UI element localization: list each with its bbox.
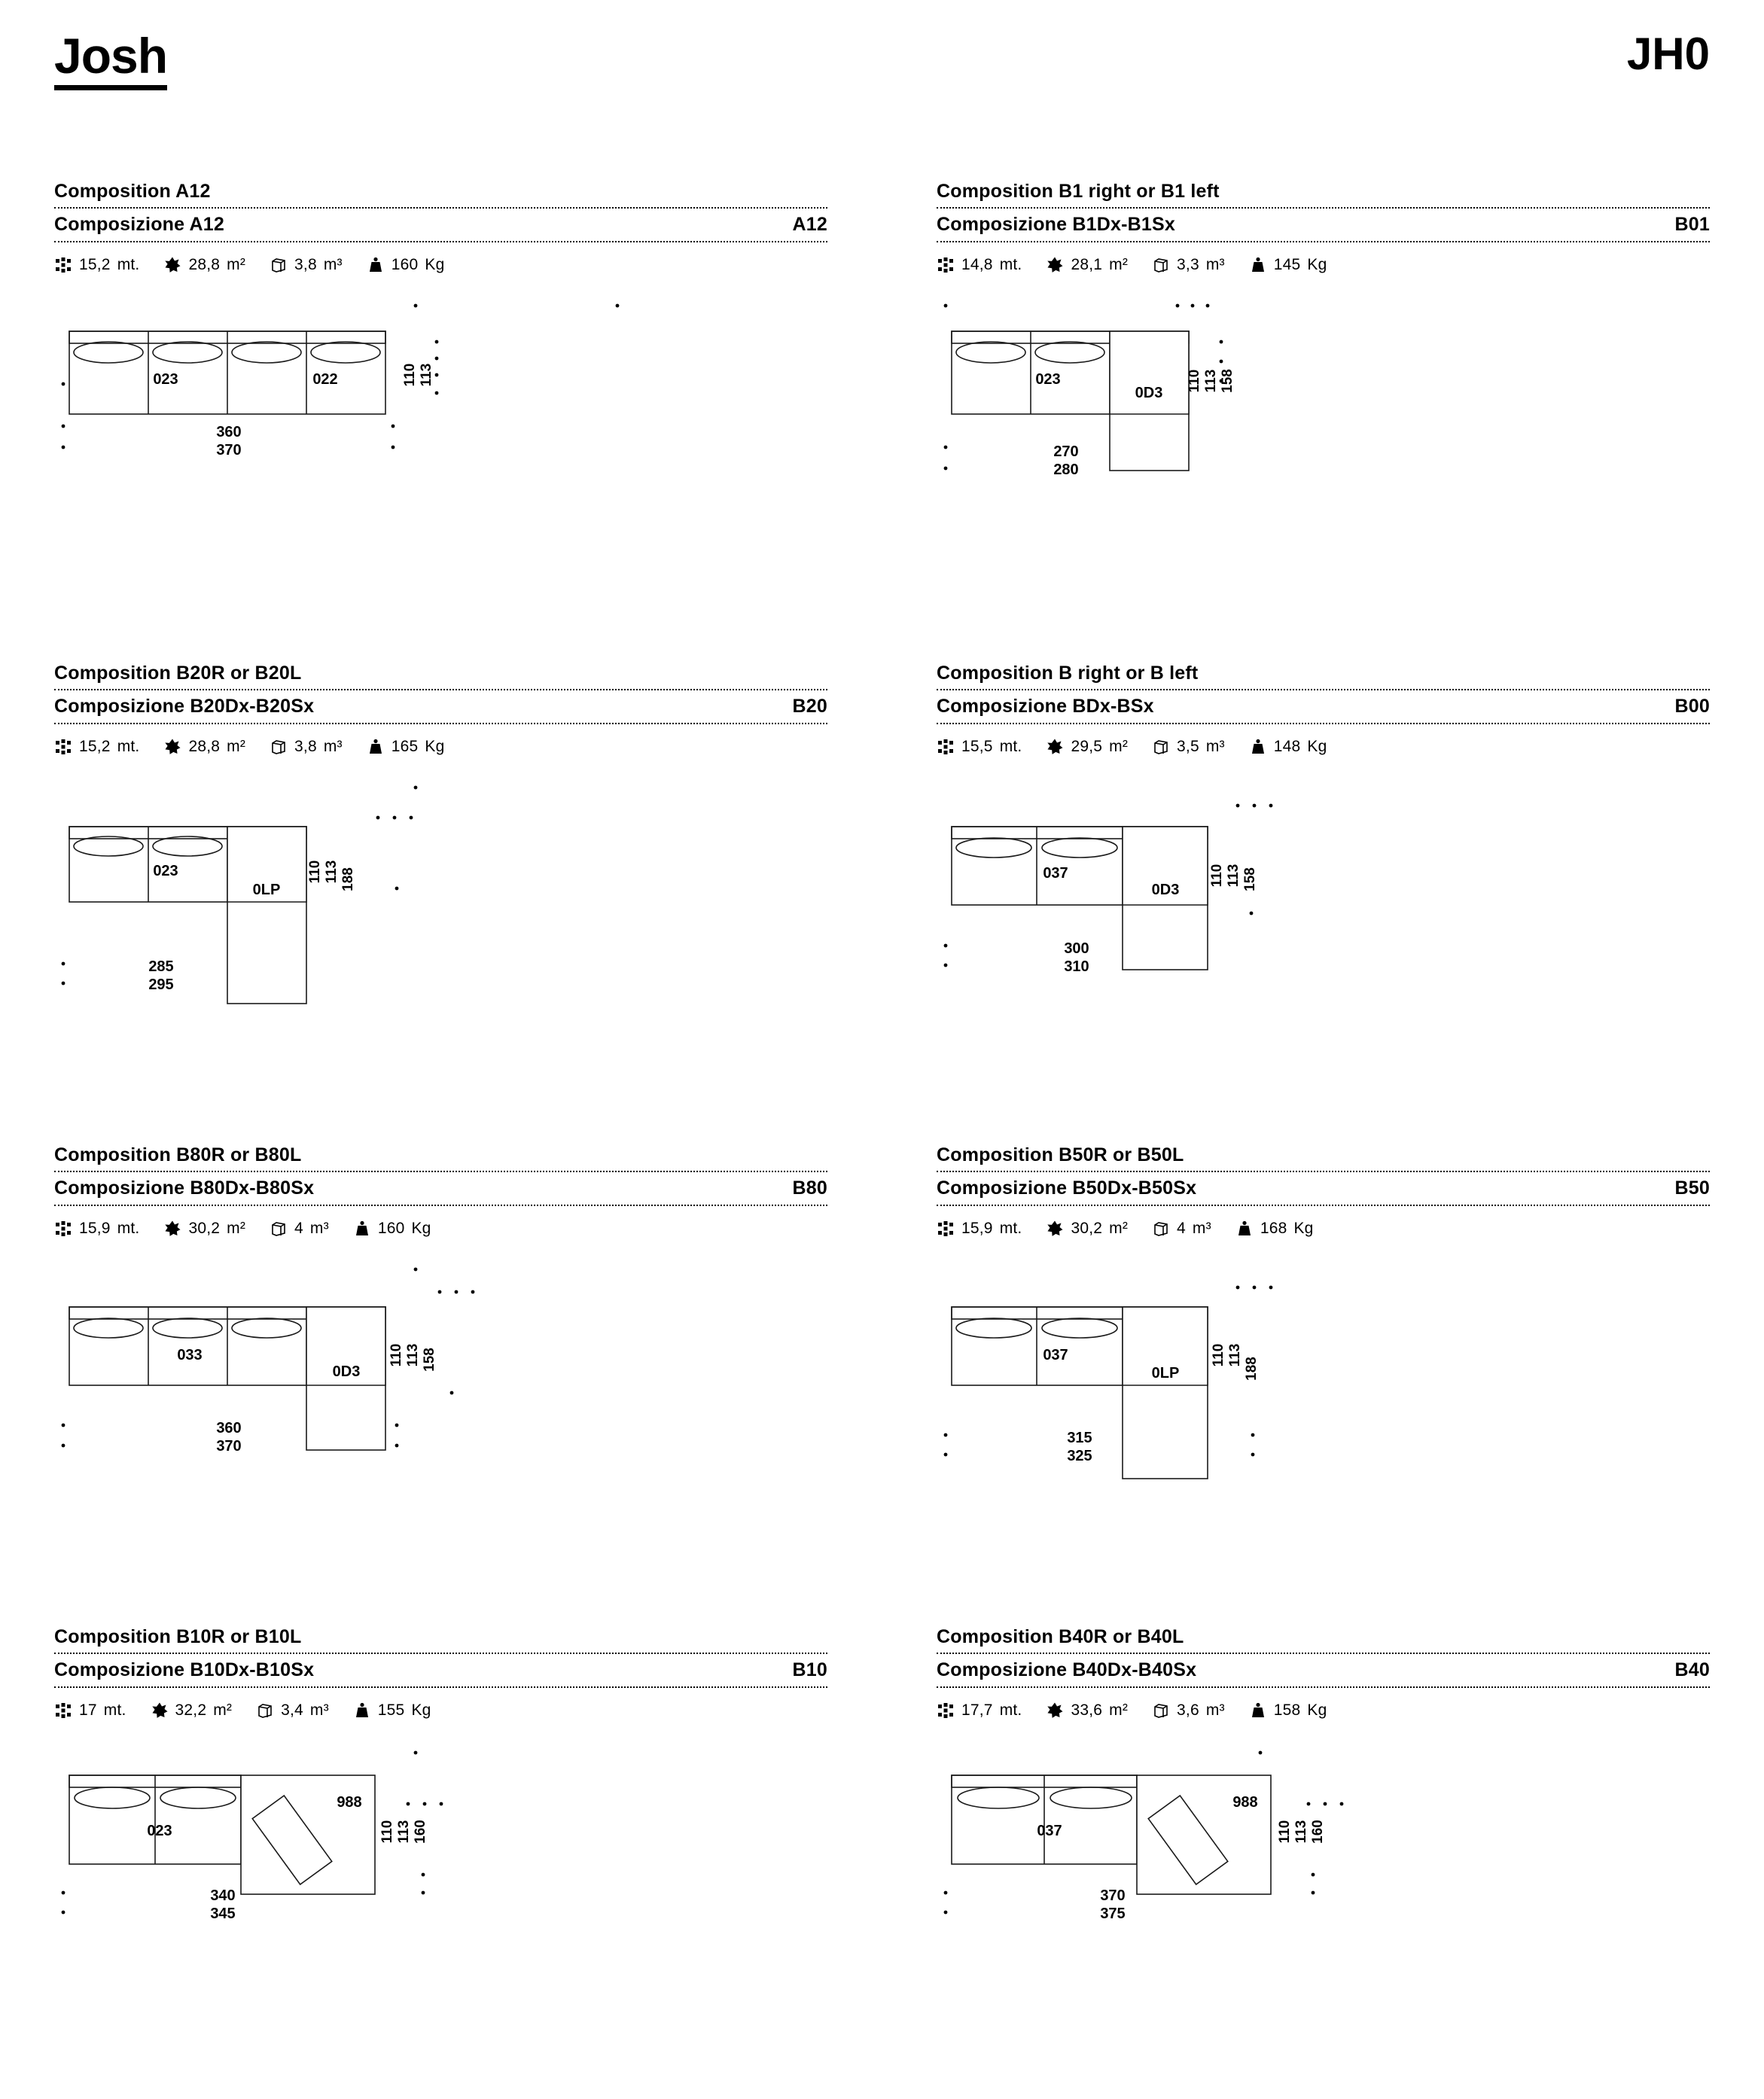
height-label: 110 [1277,1820,1293,1844]
spec-weight-value: 160 [391,256,419,274]
composition-title-it: Composizione B40Dx-B40Sx [937,1659,1197,1681]
module-label: 0LP [1151,1365,1180,1382]
spec-weight-unit: Kg [425,256,445,274]
spec-leather-value: 33,6 [1071,1701,1103,1720]
spec-volume-value: 3,5 [1177,738,1199,756]
box-volume-icon [1152,1220,1170,1238]
spec-volume-value: 3,3 [1177,256,1199,274]
composition-title-en: Composition B1 right or B1 left [937,181,1220,203]
divider [937,241,1710,242]
composition-title-it: Composizione A12 [54,214,224,236]
spec-leather [163,256,245,274]
spec-leather-value: 28,8 [188,738,221,756]
spec-fabric [54,1701,126,1720]
composition-card [54,663,827,1144]
module-label: 037 [1037,1823,1062,1840]
height-label: 110 [379,1820,395,1844]
spec-leather-value: 28,8 [188,256,221,274]
height-label: 158 [422,1348,437,1372]
height-label: 113 [1203,369,1219,393]
weight-icon [367,256,385,274]
width-label: 315 [1067,1430,1092,1447]
composition-title-row [54,1172,827,1199]
spec-volume-value: 3,4 [281,1701,303,1720]
fabric-icon [937,1701,955,1720]
spec-weight [1235,1220,1314,1238]
specs-row [54,1701,827,1720]
leather-hide-icon [163,1220,181,1238]
weight-icon [1249,256,1267,274]
box-volume-icon [256,1701,274,1720]
composition-card [937,181,1710,663]
composition-title-row [54,1654,827,1681]
fabric-icon [54,256,72,274]
module-label: 0D3 [332,1363,361,1381]
spec-fabric-unit: mt. [999,1220,1022,1238]
leather-hide-icon [1046,256,1064,274]
composition-drawing [937,300,1710,526]
composition-card [937,663,1710,1144]
spec-volume-unit: m³ [309,1701,329,1720]
spec-volume [270,1220,329,1238]
spec-weight-unit: Kg [1307,738,1327,756]
spec-fabric-value: 17,7 [961,1701,993,1720]
spec-volume [1152,256,1225,274]
leather-hide-icon [163,738,181,756]
box-volume-icon [270,738,288,756]
width-label: 285 [148,958,174,976]
spec-weight [353,1701,431,1720]
height-label: 188 [340,867,356,892]
spec-weight-unit: Kg [1307,1701,1327,1720]
composition-title-it: Composizione B50Dx-B50Sx [937,1177,1197,1199]
composition-drawing [937,1745,1710,1971]
width-label: 295 [148,976,174,994]
spec-leather-value: 28,1 [1071,256,1103,274]
module-label: 033 [177,1347,203,1364]
spec-weight-value: 158 [1273,1701,1301,1720]
spec-fabric-unit: mt. [117,738,140,756]
fabric-icon [937,738,955,756]
composition-card [937,1144,1710,1626]
module-label: 0LP [252,882,281,899]
composition-title-en: Composition B right or B left [937,663,1199,684]
composition-card [54,181,827,663]
width-label: 310 [1064,958,1089,976]
spec-volume [1152,1220,1211,1238]
specs-row [937,1220,1710,1238]
box-volume-icon [270,1220,288,1238]
box-volume-icon [1152,256,1170,274]
composition-drawing [54,781,827,1007]
spec-weight-value: 145 [1273,256,1301,274]
leather-hide-icon [1046,738,1064,756]
spec-leather [1046,1701,1128,1720]
composition-code: B50 [1674,1177,1710,1199]
height-label: 158 [1242,867,1258,892]
width-label: 370 [216,442,242,459]
composition-code: B20 [792,696,827,717]
fabric-icon [937,256,955,274]
spec-volume [270,256,343,274]
composition-title-row [937,1172,1710,1199]
width-label: 345 [210,1906,236,1923]
height-label: 158 [1220,369,1235,394]
spec-leather-unit: m² [1109,256,1129,274]
spec-volume [256,1701,329,1720]
fabric-icon [937,1220,955,1238]
composition-title-it: Composizione B20Dx-B20Sx [54,696,315,717]
box-volume-icon [270,256,288,274]
divider [937,1205,1710,1206]
module-label: 023 [153,371,178,388]
leather-hide-icon [1046,1220,1064,1238]
width-label: 360 [216,1420,242,1437]
spec-volume-unit: m³ [309,1220,329,1238]
specs-row [937,256,1710,274]
spec-weight [1249,738,1327,756]
module-label: 023 [1035,371,1061,388]
document-code: JH0 [1626,29,1710,79]
module-label: 023 [147,1823,172,1840]
spec-fabric [54,738,139,756]
spec-volume-unit: m³ [323,738,343,756]
width-label: 370 [216,1438,242,1455]
divider [937,1686,1710,1688]
spec-leather-unit: m² [227,1220,246,1238]
height-label: 160 [413,1820,428,1845]
composition-code: B80 [792,1177,827,1199]
composition-title-en: Composition B40R or B40L [937,1626,1184,1648]
weight-icon [353,1701,371,1720]
spec-fabric-value: 15,9 [961,1220,993,1238]
spec-leather [1046,256,1128,274]
width-label: 370 [1100,1887,1126,1905]
spec-fabric-unit: mt. [999,738,1022,756]
fabric-icon [54,738,72,756]
spec-weight [367,256,445,274]
module-label: 0D3 [1151,882,1180,899]
spec-fabric-value: 15,5 [961,738,993,756]
specs-row [54,1220,827,1238]
spec-fabric-unit: mt. [117,256,140,274]
module-label: 988 [1232,1794,1258,1811]
spec-fabric [937,256,1022,274]
module-label: 0D3 [1135,385,1163,402]
divider [937,723,1710,724]
spec-leather-value: 30,2 [188,1220,221,1238]
height-label: 110 [402,363,418,387]
height-label: 113 [405,1343,421,1367]
composition-title-it: Composizione BDx-BSx [937,696,1154,717]
compositions-grid [54,181,1710,2048]
width-label: 270 [1053,443,1079,461]
specs-row [937,1701,1710,1720]
module-label: 988 [337,1794,362,1811]
spec-volume [1152,738,1225,756]
spec-volume-unit: m³ [1192,1220,1211,1238]
spec-fabric-unit: mt. [999,1701,1022,1720]
spec-leather [163,1220,245,1238]
composition-title-it: Composizione B1Dx-B1Sx [937,214,1175,236]
divider [54,1205,827,1206]
height-label: 110 [1209,864,1225,888]
spec-fabric-value: 17 [79,1701,97,1720]
brand-title: Josh [54,30,167,90]
composition-title-row [937,690,1710,717]
spec-weight-value: 155 [377,1701,405,1720]
composition-title-en: Composition B10R or B10L [54,1626,302,1648]
spec-fabric-unit: mt. [103,1701,126,1720]
composition-code: B01 [1674,214,1710,236]
weight-icon [367,738,385,756]
weight-icon [1249,1701,1267,1720]
box-volume-icon [1152,1701,1170,1720]
composition-title-row [937,209,1710,236]
composition-card [54,1626,827,2048]
specs-row [937,738,1710,756]
composition-title-en: Composition A12 [54,181,211,203]
composition-code: B10 [792,1659,827,1681]
width-label: 325 [1067,1448,1092,1465]
module-label: 022 [312,371,338,388]
composition-drawing [54,300,827,526]
height-label: 110 [307,860,323,884]
spec-volume-value: 4 [294,1220,303,1238]
fabric-icon [54,1701,72,1720]
spec-weight [353,1220,431,1238]
spec-weight-unit: Kg [1307,256,1327,274]
spec-weight-value: 160 [377,1220,405,1238]
spec-leather-unit: m² [1109,738,1129,756]
height-label: 110 [1187,369,1202,393]
height-label: 113 [1293,1820,1309,1844]
spec-weight-value: 168 [1260,1220,1287,1238]
divider [54,1686,827,1688]
composition-title-it: Composizione B80Dx-B80Sx [54,1177,315,1199]
spec-fabric [937,1701,1022,1720]
spec-volume-value: 3,8 [294,738,317,756]
spec-fabric-value: 15,9 [79,1220,111,1238]
spec-leather-unit: m² [1109,1701,1129,1720]
composition-title-row [54,690,827,717]
height-label: 113 [324,860,340,884]
width-label: 375 [1100,1906,1126,1923]
divider [54,241,827,242]
spec-fabric [937,1220,1022,1238]
spec-weight-unit: Kg [425,738,445,756]
spec-volume-unit: m³ [323,256,343,274]
width-label: 340 [210,1887,236,1905]
spec-weight [367,738,445,756]
spec-leather-value: 30,2 [1071,1220,1103,1238]
leather-hide-icon [163,256,181,274]
spec-leather-unit: m² [227,256,246,274]
spec-leather [163,738,245,756]
weight-icon [353,1220,371,1238]
spec-volume [1152,1701,1225,1720]
spec-volume-unit: m³ [1205,738,1225,756]
width-label: 360 [216,424,242,441]
module-label: 037 [1043,865,1068,882]
spec-fabric [54,1220,139,1238]
composition-drawing [54,1745,827,1971]
composition-code: A12 [792,214,827,236]
composition-title-en: Composition B20R or B20L [54,663,302,684]
leather-hide-icon [151,1701,169,1720]
spec-fabric-unit: mt. [117,1220,140,1238]
spec-leather-value: 32,2 [175,1701,207,1720]
spec-volume-value: 4 [1177,1220,1186,1238]
composition-drawing [937,781,1710,1007]
composition-title-it: Composizione B10Dx-B10Sx [54,1659,315,1681]
height-label: 113 [419,363,434,387]
spec-volume [270,738,343,756]
spec-fabric-value: 15,2 [79,738,111,756]
spec-weight-unit: Kg [1293,1220,1314,1238]
composition-title-en: Composition B50R or B50L [937,1144,1184,1166]
spec-leather-unit: m² [227,738,246,756]
spec-leather [1046,738,1128,756]
height-label: 113 [1227,1343,1243,1367]
spec-fabric-value: 15,2 [79,256,111,274]
divider [54,723,827,724]
spec-leather [151,1701,233,1720]
box-volume-icon [1152,738,1170,756]
composition-drawing [54,1263,827,1489]
spec-leather-unit: m² [213,1701,233,1720]
weight-icon [1249,738,1267,756]
spec-weight-value: 165 [391,738,419,756]
spec-weight [1249,256,1327,274]
composition-card [937,1626,1710,2048]
composition-title-row [54,209,827,236]
composition-code: B00 [1674,696,1710,717]
fabric-icon [54,1220,72,1238]
height-label: 113 [396,1820,412,1844]
spec-leather-unit: m² [1109,1220,1129,1238]
width-label: 280 [1053,462,1079,479]
spec-fabric-unit: mt. [999,256,1022,274]
spec-weight-unit: Kg [411,1701,431,1720]
composition-code: B40 [1674,1659,1710,1681]
height-label: 110 [1211,1343,1226,1367]
composition-drawing [937,1263,1710,1489]
specs-row [54,738,827,756]
module-label: 023 [153,863,178,880]
spec-fabric-value: 14,8 [961,256,993,274]
leather-hide-icon [1046,1701,1064,1720]
height-label: 160 [1310,1820,1326,1845]
spec-fabric [54,256,139,274]
composition-title-en: Composition B80R or B80L [54,1144,302,1166]
weight-icon [1235,1220,1254,1238]
page-header [54,30,1710,90]
spec-volume-unit: m³ [1205,256,1225,274]
composition-card [54,1144,827,1626]
spec-leather-value: 29,5 [1071,738,1103,756]
spec-weight-unit: Kg [411,1220,431,1238]
height-label: 113 [1226,864,1242,888]
spec-fabric [937,738,1022,756]
composition-title-row [937,1654,1710,1681]
specs-row [54,256,827,274]
spec-leather [1046,1220,1128,1238]
width-label: 300 [1064,940,1089,958]
spec-weight [1249,1701,1327,1720]
spec-volume-unit: m³ [1205,1701,1225,1720]
height-label: 188 [1244,1357,1260,1382]
module-label: 037 [1043,1347,1068,1364]
spec-weight-value: 148 [1273,738,1301,756]
spec-volume-value: 3,6 [1177,1701,1199,1720]
height-label: 110 [388,1343,404,1367]
spec-volume-value: 3,8 [294,256,317,274]
